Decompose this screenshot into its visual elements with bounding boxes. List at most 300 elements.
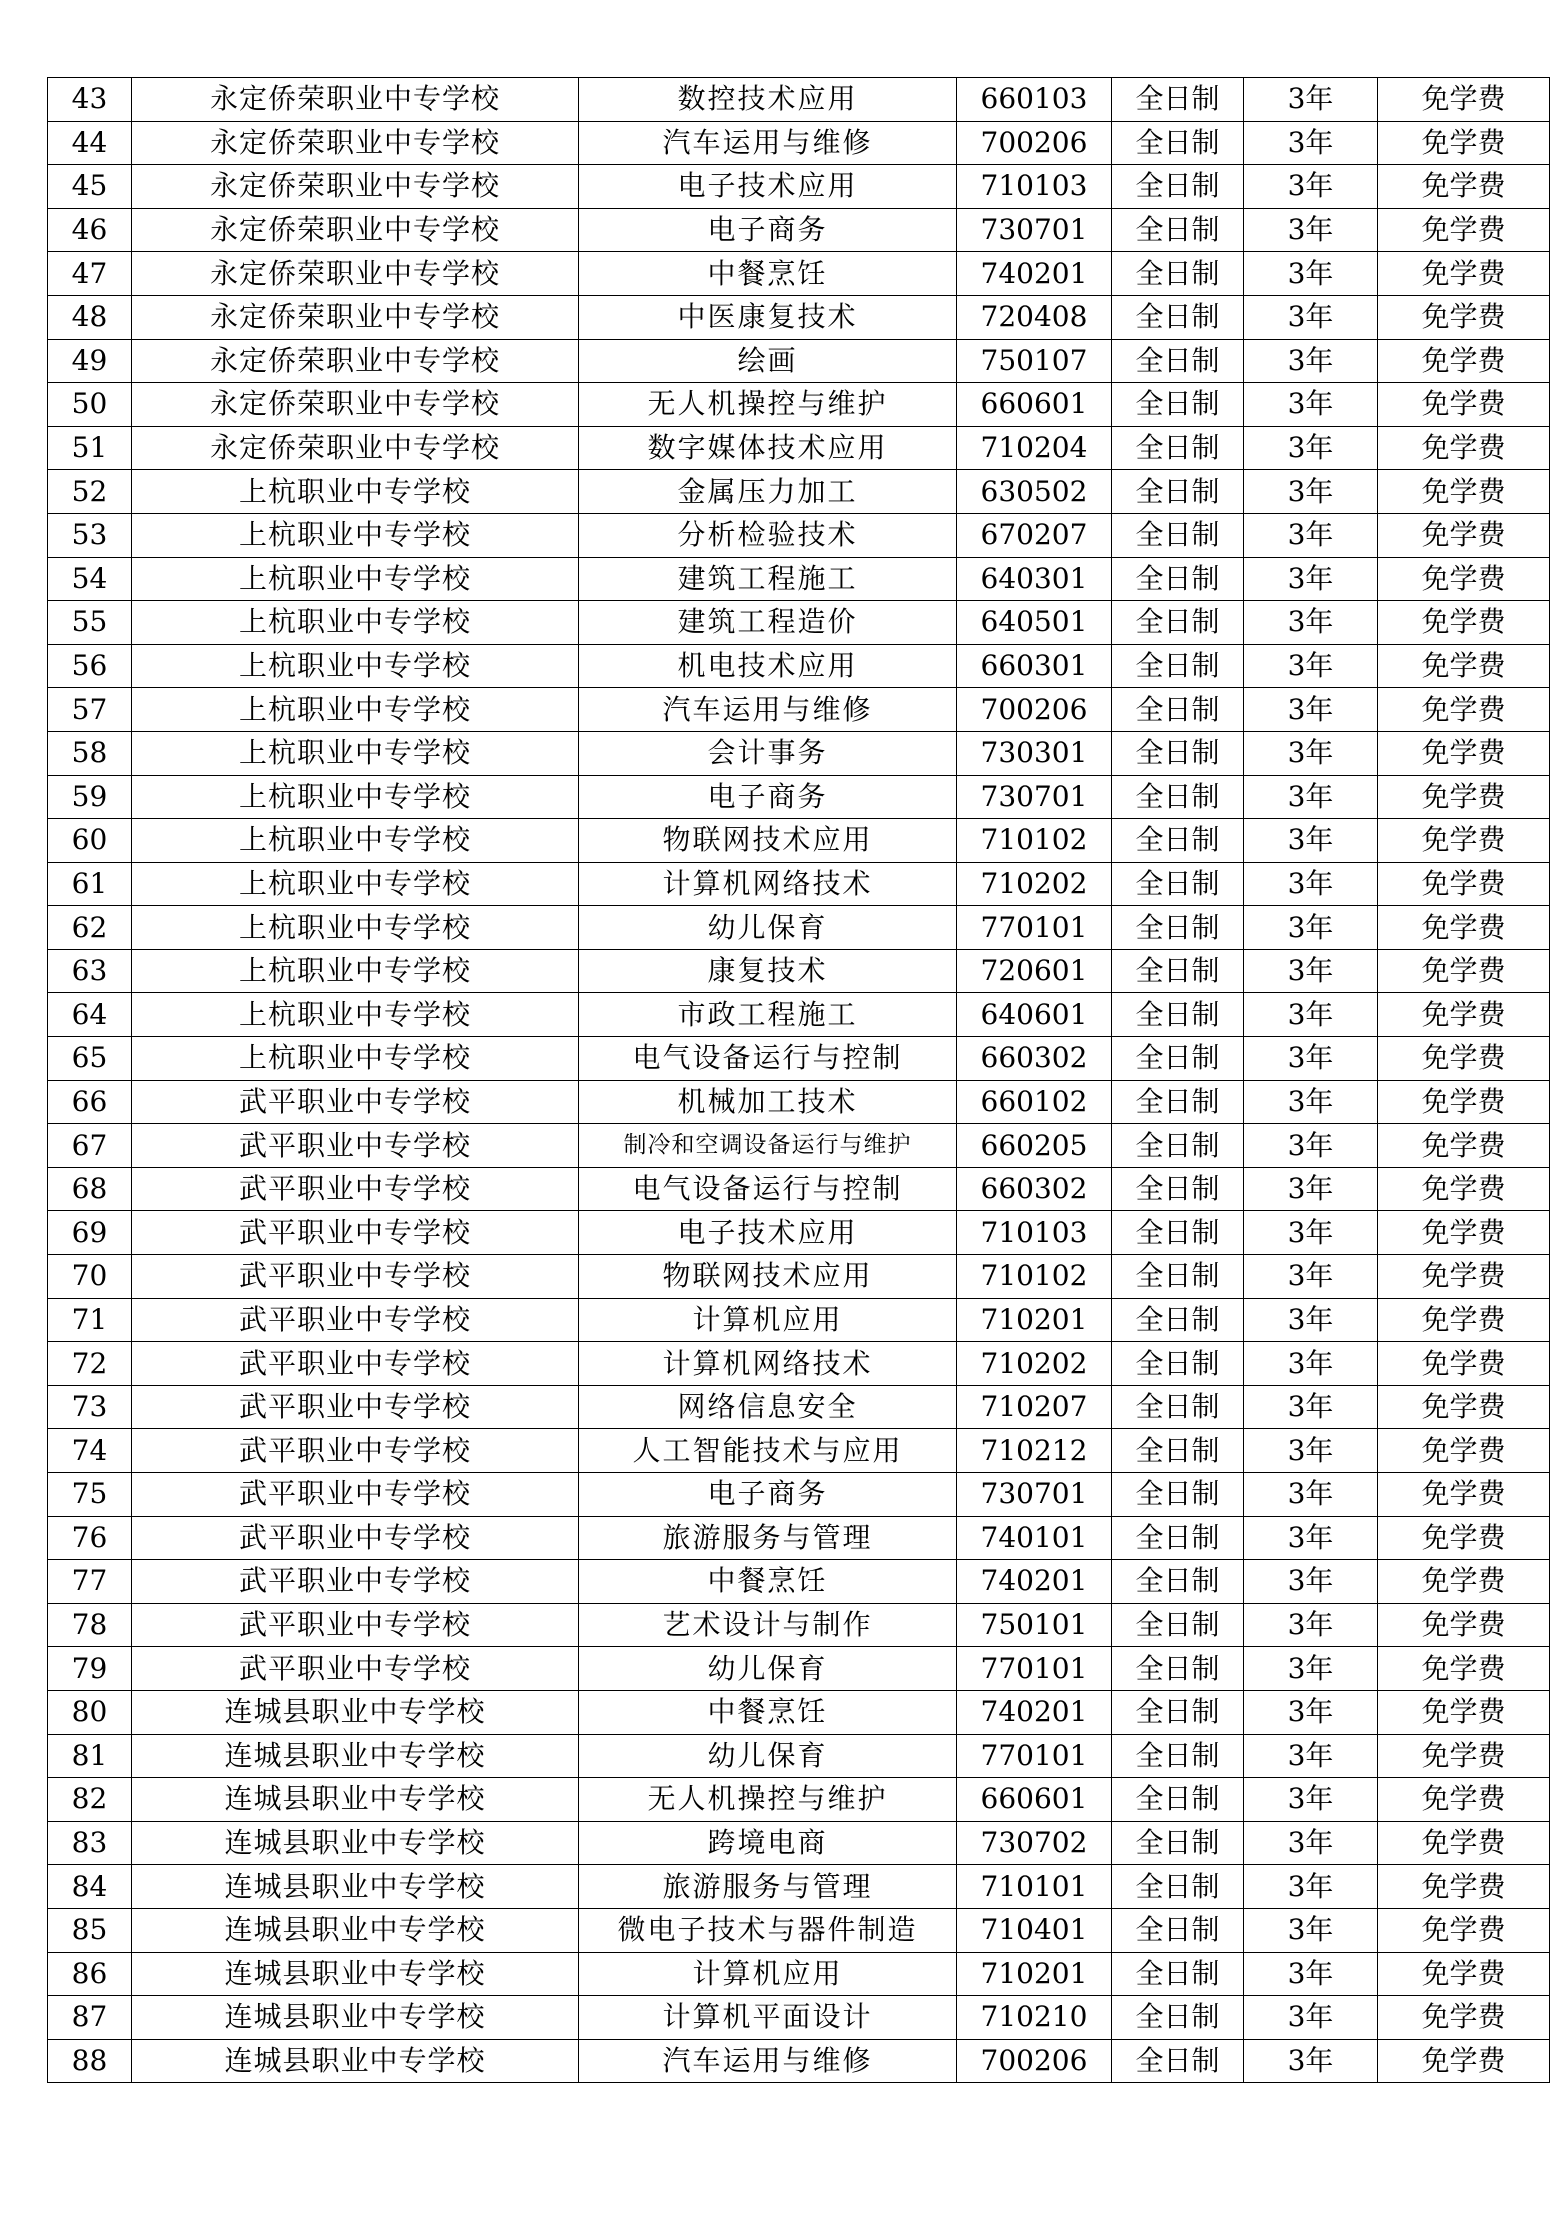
study-mode-cell: 全日制: [1112, 949, 1244, 993]
study-mode-cell: 全日制: [1112, 513, 1244, 557]
tuition-cell: 免学费: [1378, 2039, 1550, 2083]
major-name-cell: 中餐烹饪: [579, 1690, 957, 1734]
duration-cell: 3年: [1244, 1429, 1378, 1473]
school-name-cell: 上杭职业中专学校: [132, 470, 579, 514]
row-number-cell: 59: [48, 775, 132, 819]
row-number-cell: 47: [48, 252, 132, 296]
tuition-cell: 免学费: [1378, 165, 1550, 209]
duration-cell: 3年: [1244, 1080, 1378, 1124]
major-code-cell: 710103: [957, 1211, 1112, 1255]
tuition-cell: 免学费: [1378, 993, 1550, 1037]
study-mode-cell: 全日制: [1112, 1603, 1244, 1647]
tuition-cell: 免学费: [1378, 1516, 1550, 1560]
row-number-cell: 45: [48, 165, 132, 209]
school-name-cell: 上杭职业中专学校: [132, 513, 579, 557]
duration-cell: 3年: [1244, 1516, 1378, 1560]
major-name-cell: 汽车运用与维修: [579, 121, 957, 165]
school-name-cell: 永定侨荣职业中专学校: [132, 426, 579, 470]
duration-cell: 3年: [1244, 1647, 1378, 1691]
row-number-cell: 83: [48, 1821, 132, 1865]
tuition-cell: 免学费: [1378, 1560, 1550, 1604]
duration-cell: 3年: [1244, 252, 1378, 296]
major-name-cell: 绘画: [579, 339, 957, 383]
study-mode-cell: 全日制: [1112, 862, 1244, 906]
study-mode-cell: 全日制: [1112, 731, 1244, 775]
study-mode-cell: 全日制: [1112, 78, 1244, 122]
tuition-cell: 免学费: [1378, 1996, 1550, 2040]
major-name-cell: 电子商务: [579, 1473, 957, 1517]
table-row: [48, 862, 1550, 906]
major-code-cell: 730301: [957, 731, 1112, 775]
school-name-cell: 连城县职业中专学校: [132, 2039, 579, 2083]
major-name-cell: 旅游服务与管理: [579, 1516, 957, 1560]
major-code-cell: 730701: [957, 1473, 1112, 1517]
tuition-cell: 免学费: [1378, 339, 1550, 383]
table-row: [48, 1429, 1550, 1473]
tuition-cell: 免学费: [1378, 426, 1550, 470]
school-name-cell: 永定侨荣职业中专学校: [132, 252, 579, 296]
major-name-cell: 无人机操控与维护: [579, 383, 957, 427]
major-code-cell: 770101: [957, 1647, 1112, 1691]
major-name-cell: 物联网技术应用: [579, 1255, 957, 1299]
row-number-cell: 77: [48, 1560, 132, 1604]
major-name-cell: 中医康复技术: [579, 295, 957, 339]
duration-cell: 3年: [1244, 949, 1378, 993]
row-number-cell: 70: [48, 1255, 132, 1299]
study-mode-cell: 全日制: [1112, 121, 1244, 165]
study-mode-cell: 全日制: [1112, 601, 1244, 645]
table-row: [48, 557, 1550, 601]
table-row: [48, 252, 1550, 296]
table-row: [48, 688, 1550, 732]
major-name-cell: 幼儿保育: [579, 906, 957, 950]
tuition-cell: 免学费: [1378, 513, 1550, 557]
row-number-cell: 58: [48, 731, 132, 775]
tuition-cell: 免学费: [1378, 1167, 1550, 1211]
major-code-cell: 710103: [957, 165, 1112, 209]
major-code-cell: 750101: [957, 1603, 1112, 1647]
row-number-cell: 78: [48, 1603, 132, 1647]
major-name-cell: 电气设备运行与控制: [579, 1167, 957, 1211]
row-number-cell: 52: [48, 470, 132, 514]
duration-cell: 3年: [1244, 1211, 1378, 1255]
school-name-cell: 永定侨荣职业中专学校: [132, 383, 579, 427]
major-code-cell: 660103: [957, 78, 1112, 122]
major-code-cell: 660302: [957, 1167, 1112, 1211]
study-mode-cell: 全日制: [1112, 1298, 1244, 1342]
study-mode-cell: 全日制: [1112, 1865, 1244, 1909]
duration-cell: 3年: [1244, 1865, 1378, 1909]
tuition-cell: 免学费: [1378, 1821, 1550, 1865]
row-number-cell: 81: [48, 1734, 132, 1778]
tuition-cell: 免学费: [1378, 1908, 1550, 1952]
table-row: [48, 1385, 1550, 1429]
major-code-cell: 770101: [957, 906, 1112, 950]
duration-cell: 3年: [1244, 1603, 1378, 1647]
major-name-cell: 数字媒体技术应用: [579, 426, 957, 470]
duration-cell: 3年: [1244, 1342, 1378, 1386]
study-mode-cell: 全日制: [1112, 1124, 1244, 1168]
study-mode-cell: 全日制: [1112, 1996, 1244, 2040]
row-number-cell: 84: [48, 1865, 132, 1909]
school-name-cell: 连城县职业中专学校: [132, 1908, 579, 1952]
row-number-cell: 80: [48, 1690, 132, 1734]
major-code-cell: 640501: [957, 601, 1112, 645]
table-row: [48, 731, 1550, 775]
duration-cell: 3年: [1244, 295, 1378, 339]
study-mode-cell: 全日制: [1112, 165, 1244, 209]
table-row: [48, 208, 1550, 252]
major-code-cell: 710207: [957, 1385, 1112, 1429]
tuition-cell: 免学费: [1378, 1952, 1550, 1996]
major-name-cell: 电子技术应用: [579, 1211, 957, 1255]
school-name-cell: 连城县职业中专学校: [132, 1952, 579, 1996]
row-number-cell: 86: [48, 1952, 132, 1996]
major-name-cell: 计算机应用: [579, 1952, 957, 1996]
school-name-cell: 永定侨荣职业中专学校: [132, 339, 579, 383]
row-number-cell: 63: [48, 949, 132, 993]
tuition-cell: 免学费: [1378, 688, 1550, 732]
tuition-cell: 免学费: [1378, 470, 1550, 514]
major-name-cell: 电子商务: [579, 775, 957, 819]
tuition-cell: 免学费: [1378, 1647, 1550, 1691]
major-name-cell: 网络信息安全: [579, 1385, 957, 1429]
tuition-cell: 免学费: [1378, 731, 1550, 775]
study-mode-cell: 全日制: [1112, 644, 1244, 688]
major-name-cell: 计算机应用: [579, 1298, 957, 1342]
school-name-cell: 上杭职业中专学校: [132, 731, 579, 775]
row-number-cell: 64: [48, 993, 132, 1037]
study-mode-cell: 全日制: [1112, 339, 1244, 383]
table-row: [48, 78, 1550, 122]
tuition-cell: 免学费: [1378, 252, 1550, 296]
major-code-cell: 670207: [957, 513, 1112, 557]
major-code-cell: 730701: [957, 208, 1112, 252]
school-name-cell: 永定侨荣职业中专学校: [132, 295, 579, 339]
table-row: [48, 1690, 1550, 1734]
study-mode-cell: 全日制: [1112, 1690, 1244, 1734]
study-mode-cell: 全日制: [1112, 557, 1244, 601]
major-code-cell: 740201: [957, 1690, 1112, 1734]
study-mode-cell: 全日制: [1112, 688, 1244, 732]
tuition-cell: 免学费: [1378, 819, 1550, 863]
table-row: [48, 775, 1550, 819]
major-name-cell: 计算机网络技术: [579, 862, 957, 906]
table-row: [48, 949, 1550, 993]
table-row: [48, 1778, 1550, 1822]
row-number-cell: 69: [48, 1211, 132, 1255]
enrollment-table: [47, 77, 1550, 2083]
table-row: [48, 1908, 1550, 1952]
table-row: [48, 339, 1550, 383]
major-code-cell: 740201: [957, 252, 1112, 296]
study-mode-cell: 全日制: [1112, 1080, 1244, 1124]
school-name-cell: 永定侨荣职业中专学校: [132, 121, 579, 165]
major-name-cell: 无人机操控与维护: [579, 1778, 957, 1822]
major-name-cell: 跨境电商: [579, 1821, 957, 1865]
study-mode-cell: 全日制: [1112, 1734, 1244, 1778]
school-name-cell: 永定侨荣职业中专学校: [132, 208, 579, 252]
row-number-cell: 57: [48, 688, 132, 732]
table-row: [48, 1211, 1550, 1255]
major-code-cell: 660601: [957, 383, 1112, 427]
study-mode-cell: 全日制: [1112, 383, 1244, 427]
study-mode-cell: 全日制: [1112, 1255, 1244, 1299]
major-code-cell: 710401: [957, 1908, 1112, 1952]
duration-cell: 3年: [1244, 862, 1378, 906]
duration-cell: 3年: [1244, 1952, 1378, 1996]
duration-cell: 3年: [1244, 1385, 1378, 1429]
major-code-cell: 710102: [957, 819, 1112, 863]
tuition-cell: 免学费: [1378, 862, 1550, 906]
table-row: [48, 1342, 1550, 1386]
school-name-cell: 上杭职业中专学校: [132, 993, 579, 1037]
duration-cell: 3年: [1244, 339, 1378, 383]
study-mode-cell: 全日制: [1112, 2039, 1244, 2083]
school-name-cell: 连城县职业中专学校: [132, 1821, 579, 1865]
tuition-cell: 免学费: [1378, 1778, 1550, 1822]
major-code-cell: 710204: [957, 426, 1112, 470]
table-row: [48, 1603, 1550, 1647]
duration-cell: 3年: [1244, 557, 1378, 601]
row-number-cell: 60: [48, 819, 132, 863]
school-name-cell: 武平职业中专学校: [132, 1429, 579, 1473]
row-number-cell: 66: [48, 1080, 132, 1124]
table-row: [48, 165, 1550, 209]
study-mode-cell: 全日制: [1112, 1342, 1244, 1386]
table-row: [48, 1560, 1550, 1604]
duration-cell: 3年: [1244, 121, 1378, 165]
table-row: [48, 1734, 1550, 1778]
major-name-cell: 汽车运用与维修: [579, 2039, 957, 2083]
school-name-cell: 连城县职业中专学校: [132, 1865, 579, 1909]
table-row: [48, 1821, 1550, 1865]
row-number-cell: 87: [48, 1996, 132, 2040]
major-code-cell: 710201: [957, 1298, 1112, 1342]
major-code-cell: 740101: [957, 1516, 1112, 1560]
row-number-cell: 56: [48, 644, 132, 688]
study-mode-cell: 全日制: [1112, 426, 1244, 470]
duration-cell: 3年: [1244, 601, 1378, 645]
duration-cell: 3年: [1244, 688, 1378, 732]
row-number-cell: 72: [48, 1342, 132, 1386]
major-code-cell: 710101: [957, 1865, 1112, 1909]
tuition-cell: 免学费: [1378, 1385, 1550, 1429]
major-code-cell: 700206: [957, 688, 1112, 732]
school-name-cell: 武平职业中专学校: [132, 1124, 579, 1168]
major-code-cell: 700206: [957, 2039, 1112, 2083]
duration-cell: 3年: [1244, 644, 1378, 688]
duration-cell: 3年: [1244, 1778, 1378, 1822]
row-number-cell: 79: [48, 1647, 132, 1691]
school-name-cell: 上杭职业中专学校: [132, 688, 579, 732]
row-number-cell: 65: [48, 1037, 132, 1081]
duration-cell: 3年: [1244, 1690, 1378, 1734]
school-name-cell: 武平职业中专学校: [132, 1255, 579, 1299]
school-name-cell: 武平职业中专学校: [132, 1603, 579, 1647]
table-row: [48, 2039, 1550, 2083]
tuition-cell: 免学费: [1378, 601, 1550, 645]
duration-cell: 3年: [1244, 906, 1378, 950]
duration-cell: 3年: [1244, 208, 1378, 252]
study-mode-cell: 全日制: [1112, 1429, 1244, 1473]
major-name-cell: 制冷和空调设备运行与维护: [579, 1124, 957, 1168]
duration-cell: 3年: [1244, 819, 1378, 863]
school-name-cell: 武平职业中专学校: [132, 1342, 579, 1386]
school-name-cell: 连城县职业中专学校: [132, 1690, 579, 1734]
school-name-cell: 连城县职业中专学校: [132, 1996, 579, 2040]
duration-cell: 3年: [1244, 1996, 1378, 2040]
tuition-cell: 免学费: [1378, 208, 1550, 252]
tuition-cell: 免学费: [1378, 78, 1550, 122]
study-mode-cell: 全日制: [1112, 1560, 1244, 1604]
school-name-cell: 上杭职业中专学校: [132, 949, 579, 993]
row-number-cell: 55: [48, 601, 132, 645]
major-code-cell: 740201: [957, 1560, 1112, 1604]
table-row: [48, 1080, 1550, 1124]
school-name-cell: 上杭职业中专学校: [132, 644, 579, 688]
study-mode-cell: 全日制: [1112, 993, 1244, 1037]
duration-cell: 3年: [1244, 513, 1378, 557]
row-number-cell: 48: [48, 295, 132, 339]
major-code-cell: 660302: [957, 1037, 1112, 1081]
school-name-cell: 连城县职业中专学校: [132, 1734, 579, 1778]
table-body: [48, 78, 1550, 2083]
school-name-cell: 武平职业中专学校: [132, 1385, 579, 1429]
study-mode-cell: 全日制: [1112, 1473, 1244, 1517]
study-mode-cell: 全日制: [1112, 775, 1244, 819]
major-name-cell: 汽车运用与维修: [579, 688, 957, 732]
tuition-cell: 免学费: [1378, 1429, 1550, 1473]
major-name-cell: 幼儿保育: [579, 1647, 957, 1691]
table-row: [48, 993, 1550, 1037]
duration-cell: 3年: [1244, 1560, 1378, 1604]
table-row: [48, 906, 1550, 950]
duration-cell: 3年: [1244, 383, 1378, 427]
table-row: [48, 1516, 1550, 1560]
major-name-cell: 康复技术: [579, 949, 957, 993]
tuition-cell: 免学费: [1378, 1734, 1550, 1778]
duration-cell: 3年: [1244, 993, 1378, 1037]
study-mode-cell: 全日制: [1112, 208, 1244, 252]
duration-cell: 3年: [1244, 1734, 1378, 1778]
study-mode-cell: 全日制: [1112, 1647, 1244, 1691]
row-number-cell: 73: [48, 1385, 132, 1429]
tuition-cell: 免学费: [1378, 1865, 1550, 1909]
table-row: [48, 1996, 1550, 2040]
table-row: [48, 121, 1550, 165]
school-name-cell: 上杭职业中专学校: [132, 601, 579, 645]
major-name-cell: 艺术设计与制作: [579, 1603, 957, 1647]
major-name-cell: 电子商务: [579, 208, 957, 252]
table-row: [48, 1865, 1550, 1909]
row-number-cell: 74: [48, 1429, 132, 1473]
tuition-cell: 免学费: [1378, 906, 1550, 950]
major-name-cell: 建筑工程施工: [579, 557, 957, 601]
major-name-cell: 旅游服务与管理: [579, 1865, 957, 1909]
tuition-cell: 免学费: [1378, 644, 1550, 688]
duration-cell: 3年: [1244, 470, 1378, 514]
major-code-cell: 730702: [957, 1821, 1112, 1865]
table-row: [48, 470, 1550, 514]
major-name-cell: 人工智能技术与应用: [579, 1429, 957, 1473]
major-name-cell: 微电子技术与器件制造: [579, 1908, 957, 1952]
major-name-cell: 数控技术应用: [579, 78, 957, 122]
study-mode-cell: 全日制: [1112, 1385, 1244, 1429]
school-name-cell: 永定侨荣职业中专学校: [132, 165, 579, 209]
school-name-cell: 上杭职业中专学校: [132, 557, 579, 601]
major-code-cell: 750107: [957, 339, 1112, 383]
tuition-cell: 免学费: [1378, 1473, 1550, 1517]
duration-cell: 3年: [1244, 78, 1378, 122]
duration-cell: 3年: [1244, 1821, 1378, 1865]
school-name-cell: 武平职业中专学校: [132, 1211, 579, 1255]
table-row: [48, 1255, 1550, 1299]
row-number-cell: 44: [48, 121, 132, 165]
row-number-cell: 46: [48, 208, 132, 252]
major-code-cell: 660601: [957, 1778, 1112, 1822]
duration-cell: 3年: [1244, 1037, 1378, 1081]
major-name-cell: 会计事务: [579, 731, 957, 775]
study-mode-cell: 全日制: [1112, 906, 1244, 950]
major-code-cell: 710202: [957, 1342, 1112, 1386]
table-row: [48, 1952, 1550, 1996]
major-name-cell: 金属压力加工: [579, 470, 957, 514]
tuition-cell: 免学费: [1378, 1124, 1550, 1168]
major-code-cell: 710102: [957, 1255, 1112, 1299]
school-name-cell: 武平职业中专学校: [132, 1298, 579, 1342]
row-number-cell: 68: [48, 1167, 132, 1211]
row-number-cell: 54: [48, 557, 132, 601]
row-number-cell: 62: [48, 906, 132, 950]
study-mode-cell: 全日制: [1112, 252, 1244, 296]
study-mode-cell: 全日制: [1112, 470, 1244, 514]
row-number-cell: 75: [48, 1473, 132, 1517]
major-name-cell: 幼儿保育: [579, 1734, 957, 1778]
duration-cell: 3年: [1244, 731, 1378, 775]
row-number-cell: 88: [48, 2039, 132, 2083]
major-code-cell: 710201: [957, 1952, 1112, 1996]
school-name-cell: 上杭职业中专学校: [132, 819, 579, 863]
row-number-cell: 50: [48, 383, 132, 427]
row-number-cell: 71: [48, 1298, 132, 1342]
tuition-cell: 免学费: [1378, 1255, 1550, 1299]
study-mode-cell: 全日制: [1112, 1778, 1244, 1822]
major-name-cell: 物联网技术应用: [579, 819, 957, 863]
major-code-cell: 720408: [957, 295, 1112, 339]
school-name-cell: 武平职业中专学校: [132, 1560, 579, 1604]
tuition-cell: 免学费: [1378, 775, 1550, 819]
tuition-cell: 免学费: [1378, 1603, 1550, 1647]
row-number-cell: 76: [48, 1516, 132, 1560]
tuition-cell: 免学费: [1378, 949, 1550, 993]
table-row: [48, 1473, 1550, 1517]
major-name-cell: 电子技术应用: [579, 165, 957, 209]
table-row: [48, 1167, 1550, 1211]
tuition-cell: 免学费: [1378, 1342, 1550, 1386]
major-code-cell: 640301: [957, 557, 1112, 601]
study-mode-cell: 全日制: [1112, 1037, 1244, 1081]
school-name-cell: 永定侨荣职业中专学校: [132, 78, 579, 122]
tuition-cell: 免学费: [1378, 383, 1550, 427]
tuition-cell: 免学费: [1378, 557, 1550, 601]
tuition-cell: 免学费: [1378, 121, 1550, 165]
major-code-cell: 630502: [957, 470, 1112, 514]
table-row: [48, 1037, 1550, 1081]
table-row: [48, 1298, 1550, 1342]
major-code-cell: 700206: [957, 121, 1112, 165]
table-row: [48, 819, 1550, 863]
